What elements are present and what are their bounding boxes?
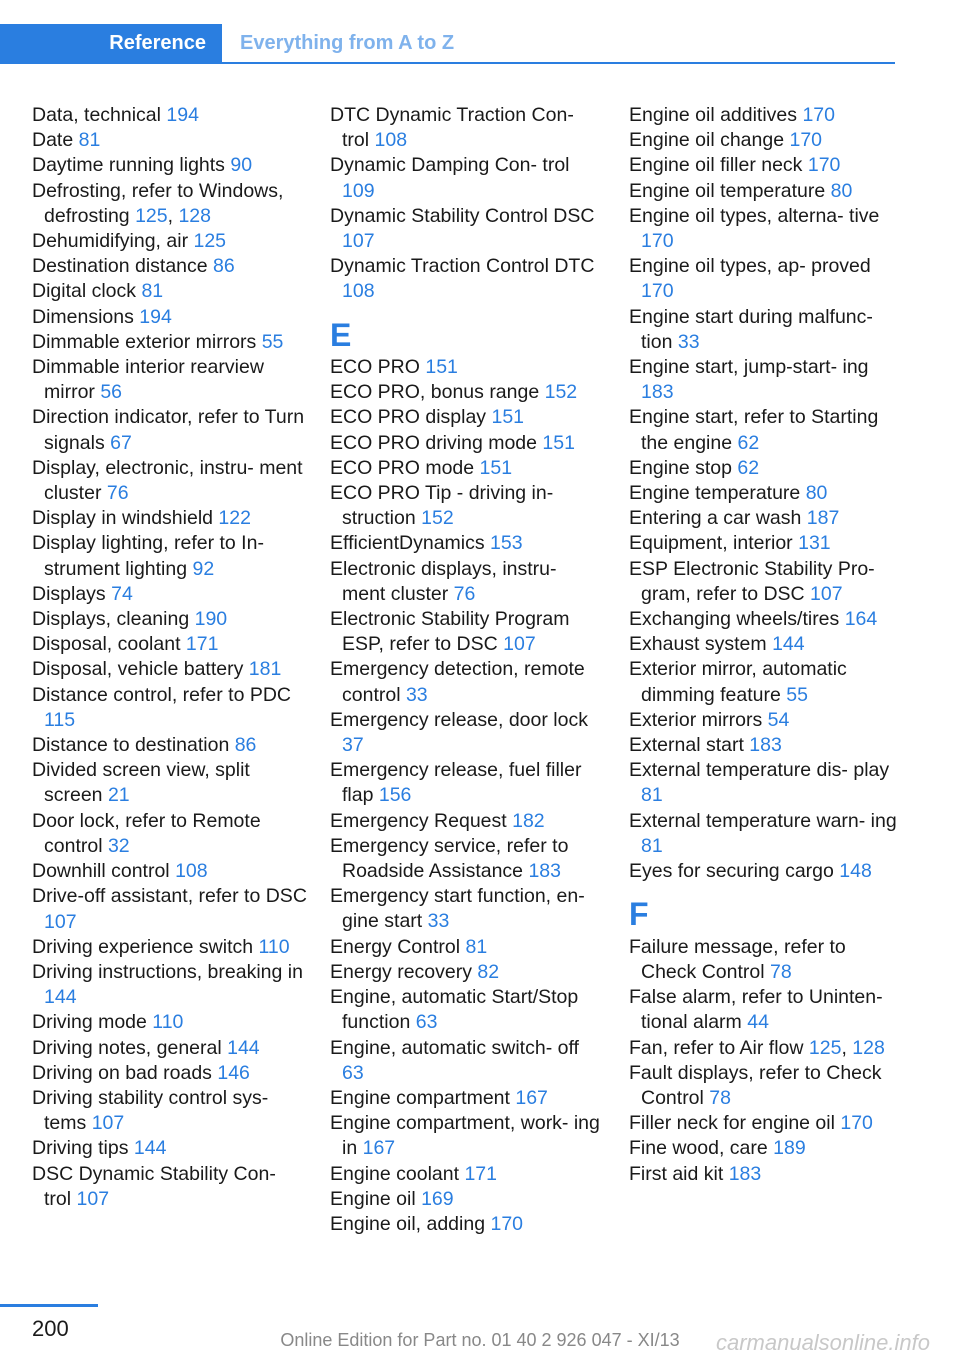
index-entry-term: Exhaust system [629, 633, 773, 656]
index-entry-term: ECO PRO mode [330, 456, 480, 479]
index-entry [330, 1162, 605, 1187]
page-link[interactable]: 63 [342, 1061, 364, 1084]
index-entry [629, 128, 904, 153]
index-entry-term: Engine oil change [629, 129, 790, 152]
page-link[interactable]: 153 [490, 532, 523, 555]
page-link[interactable]: 108 [175, 860, 208, 883]
index-entry-term: ESP Electronic Stability Pro- gram, refer to DSC [629, 557, 875, 605]
page-link[interactable]: 167 [362, 1137, 396, 1160]
page-link[interactable]: 80 [805, 482, 828, 505]
index-entry [629, 809, 904, 859]
index-entry [629, 355, 904, 405]
index-entry-term: Engine coolant [330, 1162, 465, 1185]
page-link[interactable]: 190 [194, 608, 228, 631]
page-link[interactable]: 151 [479, 456, 513, 479]
index-entry-term: Display lighting, refer to In- strument lighting [32, 532, 264, 580]
index-entry [330, 355, 605, 380]
index-entry-term: Disposal, vehicle battery [32, 658, 249, 681]
index-entry-term: Dynamic Stability Control DSC [330, 204, 595, 227]
index-entry [629, 305, 904, 355]
index-entry-term: False alarm, refer to Uninten- tional alarm [629, 986, 883, 1034]
page-link[interactable]: 170 [802, 104, 835, 126]
index-entry [32, 683, 307, 733]
page-link[interactable]: 107 [503, 633, 536, 656]
index-entry-term: Exterior mirrors [629, 708, 768, 731]
index-entry-term: Entering a car wash [629, 507, 807, 530]
index-entry [32, 279, 307, 304]
index-entry-term: Daytime running lights [32, 154, 231, 177]
index-entry [330, 557, 605, 607]
index-entry-term: Data, technical [32, 104, 167, 126]
index-entry [629, 607, 904, 632]
index-entry [629, 632, 904, 657]
page-link[interactable]: 144 [133, 1137, 167, 1160]
index-entry [629, 103, 904, 128]
page-link[interactable]: 128 [178, 204, 211, 227]
index-entry-term: Engine oil filler neck [629, 154, 808, 177]
index-entry [330, 153, 605, 203]
index-letter-heading: E [330, 316, 352, 353]
index-entry [32, 355, 307, 405]
page-link[interactable]: 78 [769, 960, 792, 983]
page-link[interactable]: 152 [421, 507, 454, 530]
page-link[interactable]: 170 [641, 230, 674, 253]
page-link[interactable]: 76 [106, 482, 129, 505]
index-entry-term: First aid kit [629, 1162, 729, 1185]
index-entry-term: Distance control, refer to PDC [32, 683, 292, 706]
index-entry [32, 254, 307, 279]
index-entry [330, 103, 605, 153]
page-link[interactable]: 183 [749, 734, 782, 757]
index-entry-term: Engine oil types, alterna- tive [629, 204, 880, 227]
page-link[interactable]: 92 [192, 557, 215, 580]
index-entry-term: Engine compartment, work- ing in [330, 1112, 600, 1160]
index-column-3 [629, 103, 904, 1187]
index-entry-term: Divided screen view, split screen [32, 759, 250, 807]
index-entry [32, 884, 307, 934]
index-entry-term: Eyes for securing cargo [629, 860, 840, 883]
page-link[interactable]: 76 [453, 582, 476, 605]
page-link[interactable]: 62 [737, 431, 760, 454]
index-entry-term: Fan, refer to Air flow [629, 1036, 809, 1059]
index-entry-term: EfficientDynamics [330, 532, 491, 555]
page-link[interactable]: 82 [477, 960, 500, 983]
index-entry [330, 985, 605, 1035]
index-entry-term: Destination distance [32, 255, 214, 278]
index-letter-heading: F [629, 896, 649, 933]
index-entry [330, 431, 605, 456]
index-entry [330, 708, 605, 758]
index-entry [629, 935, 904, 985]
page-link[interactable]: 170 [490, 1212, 524, 1235]
index-entry-term: DTC Dynamic Traction Con- trol [330, 104, 574, 152]
index-entry [629, 204, 904, 254]
page-link[interactable]: 170 [789, 129, 823, 152]
index-entry [629, 708, 904, 733]
page-link[interactable]: 81 [141, 280, 164, 303]
index-entry-term: Dynamic Damping Con- trol [330, 154, 570, 177]
index-entry-term: ECO PRO, bonus range [330, 381, 545, 404]
index-entry [330, 481, 605, 531]
page-link[interactable]: 54 [767, 708, 790, 731]
index-entry-term: Drive-off assistant, refer to DSC [32, 885, 307, 908]
page-link[interactable]: 183 [528, 860, 561, 883]
index-entry [32, 330, 307, 355]
index-entry [629, 179, 904, 204]
index-entry-term: DSC Dynamic Stability Con- trol [32, 1162, 276, 1210]
section-tab-reference[interactable]: Reference [0, 24, 222, 62]
index-entry-term: Failure message, refer to Check Control [629, 935, 846, 983]
page-link[interactable]: 131 [798, 532, 831, 555]
index-entry-term: Driving mode [32, 1011, 153, 1034]
page-link[interactable]: 33 [427, 910, 450, 933]
page-link[interactable]: 171 [185, 633, 219, 656]
page-link[interactable]: 55 [786, 683, 808, 706]
page-link[interactable]: 182 [512, 809, 545, 832]
page-link[interactable]: 107 [342, 230, 375, 253]
page-link[interactable]: 115 [44, 708, 76, 731]
page-link[interactable]: 108 [342, 280, 375, 303]
index-entry-term: Driving experience switch [32, 935, 259, 958]
index-entry [330, 960, 605, 985]
index-entry-term: Energy recovery [330, 960, 478, 983]
index-entry-term: ECO PRO driving mode [330, 431, 543, 454]
index-entry-term: Dimmable exterior mirrors [32, 330, 262, 353]
page-link[interactable]: 164 [844, 608, 878, 631]
index-entry-term: Fine wood, care [629, 1137, 774, 1160]
index-entry-term: Engine start during malfunc- tion [629, 305, 873, 353]
page-link[interactable]: 144 [772, 633, 805, 656]
page-link[interactable]: 125 [808, 1036, 842, 1059]
index-entry [629, 1111, 904, 1136]
index-entry-term: Date [32, 129, 79, 152]
page-link[interactable]: 148 [839, 860, 872, 883]
index-entry: Fan, refer to Air flow 125, 128 [629, 1036, 885, 1059]
page-link[interactable]: 144 [44, 986, 77, 1009]
index-entry-term: Engine compartment [330, 1086, 516, 1109]
index-entry-term: Engine oil temperature [629, 179, 831, 202]
index-entry-term: External temperature warn- ing [629, 809, 897, 832]
index-entry [629, 758, 904, 808]
index-entry-term: Direction indicator, refer to Turn signals [32, 406, 305, 454]
page-link[interactable]: 110 [152, 1011, 184, 1034]
page-link[interactable]: 170 [807, 154, 841, 177]
index-entry [330, 1187, 605, 1212]
index-entry [629, 405, 904, 455]
index-entry [32, 1036, 307, 1061]
index-entry-term: Disposal, coolant [32, 633, 186, 656]
page-link[interactable]: 181 [248, 658, 282, 681]
index-entry-term: Emergency start function, en- gine start [330, 885, 585, 933]
index-entry [629, 531, 904, 556]
page-link[interactable]: 33 [405, 683, 428, 706]
edition-footer: Online Edition for Part no. 01 40 2 926 047 - XI/13 [280, 1330, 680, 1350]
index-entry [32, 1136, 307, 1161]
index-entry [330, 1036, 605, 1086]
index-entry-term: Engine stop [629, 456, 738, 479]
page-number-rule [0, 1304, 98, 1307]
index-entry [32, 405, 307, 455]
index-entry-term: Downhill control [32, 860, 176, 883]
page-link[interactable]: 81 [641, 784, 663, 807]
page-link[interactable]: 86 [213, 255, 235, 278]
page-number: 200 [32, 1316, 69, 1341]
page-link[interactable]: 152 [544, 381, 578, 404]
index-entry [629, 733, 904, 758]
page-link[interactable]: 90 [230, 154, 253, 177]
index-entry [32, 1162, 307, 1212]
index-entry [330, 1111, 605, 1161]
page-link[interactable]: 63 [415, 1011, 438, 1034]
page-link[interactable]: 171 [464, 1162, 497, 1185]
index-entry-term: Emergency detection, remote control [330, 658, 585, 706]
page-link[interactable]: 151 [491, 406, 525, 429]
index-entry [32, 657, 307, 682]
index-entry-term: Driving instructions, breaking in [32, 960, 303, 983]
page-link[interactable]: 169 [421, 1187, 454, 1210]
index-entry-term: Engine, automatic switch- off [330, 1036, 579, 1059]
index-entry [32, 607, 307, 632]
page-link[interactable]: 81 [465, 935, 488, 958]
page-link[interactable]: 74 [111, 582, 133, 605]
index-entry-term: Dynamic Traction Control DTC [330, 255, 595, 278]
page-link[interactable]: 156 [378, 784, 412, 807]
index-entry [629, 481, 904, 506]
index-entry-term: Door lock, refer to Remote control [32, 809, 261, 857]
page-link[interactable]: 21 [107, 784, 130, 807]
index-entry-term: Filler neck for engine oil [629, 1112, 841, 1135]
index-entry [330, 809, 605, 834]
page-link[interactable]: 107 [91, 1112, 125, 1135]
index-entry [629, 506, 904, 531]
index-entry [629, 254, 904, 304]
index-entry-term: Engine oil types, ap- proved [629, 255, 871, 278]
index-entry [32, 733, 307, 758]
index-entry-term: Digital clock [32, 280, 142, 303]
index-entry-term: ECO PRO display [330, 406, 492, 429]
index-entry [330, 204, 605, 254]
index-entry-term: Exterior mirror, automatic dimming feature [629, 658, 847, 706]
index-entry [32, 506, 307, 531]
index-entry [32, 103, 307, 128]
index-entry-term: Driving notes, general [32, 1036, 228, 1059]
index-entry [32, 128, 307, 153]
index-entry [330, 834, 605, 884]
index-entry [32, 582, 307, 607]
index-entry-term: Emergency Request [330, 809, 513, 832]
index-entry-term: Dimensions [32, 305, 140, 328]
index-entry [32, 1061, 307, 1086]
index-entry-term: Displays [32, 582, 112, 605]
index-entry-term: Engine oil [330, 1187, 422, 1210]
index-entry [330, 935, 605, 960]
page-link[interactable]: 32 [107, 834, 130, 857]
page-link[interactable]: 109 [342, 179, 375, 202]
index-entry [629, 1162, 904, 1187]
page-link[interactable]: 55 [261, 330, 284, 353]
index-entry [32, 153, 307, 178]
page-link[interactable]: 128 [852, 1036, 885, 1059]
index-entry-term: Fault displays, refer to Check Control [629, 1061, 882, 1109]
index-entry [32, 809, 307, 859]
page-link[interactable]: 33 [677, 330, 700, 353]
index-entry [629, 153, 904, 178]
index-entry-term: Electronic displays, instru- ment cluster [330, 557, 557, 605]
index-column-2 [330, 103, 605, 1237]
index-entry-term: Driving stability control sys- tems [32, 1086, 269, 1135]
page-link[interactable]: 170 [840, 1112, 873, 1135]
page-link[interactable]: 146 [217, 1061, 250, 1084]
page-link[interactable]: 80 [830, 179, 853, 202]
index-entry [32, 960, 307, 1010]
index-entry [32, 758, 307, 808]
index-entry [330, 607, 605, 657]
index-entry [32, 1086, 307, 1136]
page-link[interactable]: 86 [234, 734, 257, 757]
watermark: carmanualsonline.info [715, 1330, 930, 1355]
page-link[interactable]: 67 [110, 431, 132, 454]
index-entry [330, 1086, 605, 1111]
index-entry [629, 657, 904, 707]
index-entry-term: Defrosting, refer to Windows, defrosting [32, 179, 284, 227]
page-link[interactable]: 107 [810, 582, 843, 605]
index-entry [629, 985, 904, 1035]
index-entry-term: Driving tips [32, 1137, 134, 1160]
page-link[interactable]: 37 [342, 734, 364, 757]
index-entry-term: Exchanging wheels/tires [629, 608, 845, 631]
index-entry [330, 456, 605, 481]
index-entry-term: Display in windshield [32, 507, 219, 530]
index-entry-term: External temperature dis- play [629, 759, 890, 782]
index-entry [330, 657, 605, 707]
page-link[interactable]: 170 [641, 280, 674, 303]
index-entry [32, 229, 307, 254]
index-entry-term: Equipment, interior [629, 532, 799, 555]
index-entry-term: Display, electronic, instru- ment cluster [32, 456, 303, 505]
index-entry-term: Dimmable interior rearview mirror [32, 356, 264, 404]
index-entry [629, 557, 904, 607]
index-entry [32, 531, 307, 581]
page-link[interactable]: 110 [258, 935, 290, 958]
page-link[interactable]: 107 [76, 1187, 110, 1210]
page-link[interactable]: 167 [515, 1086, 548, 1109]
page-link[interactable]: 189 [773, 1137, 806, 1160]
index-entry: Defrosting, refer to Windows, defrosting 125, 128 [32, 179, 284, 227]
index-entry-term: Electronic Stability Program ESP, refer to DSC [330, 608, 570, 656]
index-entry-term: Emergency release, door lock [330, 708, 588, 731]
page-link[interactable]: 56 [100, 381, 123, 404]
index-entry [32, 456, 307, 506]
index-entry-term: Engine start, refer to Starting the engine [629, 406, 879, 454]
page-link[interactable]: 125 [193, 230, 227, 253]
page-link[interactable]: 81 [78, 129, 101, 152]
index-entry-term: ECO PRO [330, 356, 426, 379]
index-entry [330, 254, 605, 304]
index-entry [330, 380, 605, 405]
page-link[interactable]: 107 [44, 910, 77, 933]
page-link[interactable]: 194 [139, 305, 172, 328]
page-link[interactable]: 81 [641, 834, 663, 857]
page-header [0, 24, 895, 64]
index-entry-term: Engine oil additives [629, 104, 803, 126]
index-entry [330, 1212, 605, 1237]
index-column-1 [32, 103, 307, 1212]
page-link[interactable]: 44 [747, 1011, 769, 1034]
page-link[interactable]: 122 [218, 507, 251, 530]
page-link[interactable]: 62 [737, 456, 760, 479]
page-link[interactable]: 108 [374, 129, 408, 152]
index-entry [32, 859, 307, 884]
page-link[interactable]: 183 [728, 1162, 762, 1185]
index-entry [629, 859, 904, 884]
index-entry [32, 935, 307, 960]
index-entry-term: Engine temperature [629, 482, 806, 505]
index-entry [629, 1061, 904, 1111]
index-entry [32, 632, 307, 657]
index-entry-term: Driving on bad roads [32, 1061, 218, 1084]
index-entry-term: Displays, cleaning [32, 608, 195, 631]
index-entry-term: ECO PRO Tip - driving in- struction [330, 482, 554, 530]
index-entry [629, 1136, 904, 1161]
index-entry [32, 305, 307, 330]
index-entry-term: Emergency service, refer to Roadside Assistance [330, 834, 569, 883]
index-entry [330, 758, 605, 808]
index-entry-term: Energy Control [330, 935, 466, 958]
index-entry [32, 1010, 307, 1035]
page-link[interactable]: 144 [227, 1036, 260, 1059]
page-link[interactable]: 194 [166, 104, 199, 126]
index-entry-term: Engine oil, adding [330, 1212, 491, 1235]
chapter-title: Everything from A to Z [240, 32, 455, 54]
index-entry-term: Emergency release, fuel filler flap [330, 759, 582, 807]
index-entry [629, 456, 904, 481]
page-link[interactable]: 187 [806, 507, 840, 530]
index-entry-term: Engine start, jump-start- ing [629, 356, 869, 379]
page-link[interactable]: 151 [425, 356, 458, 379]
page-link[interactable]: 125 [135, 204, 168, 227]
index-entry-term: External start [629, 734, 750, 757]
index-entry [330, 531, 605, 556]
index-entry [330, 884, 605, 934]
page-link[interactable]: 183 [641, 381, 674, 404]
index-entry [330, 405, 605, 430]
index-entry-term: Distance to destination [32, 734, 235, 757]
index-entry-term: Engine, automatic Start/Stop function [330, 986, 579, 1034]
index-entry-term: Dehumidifying, air [32, 230, 194, 253]
page-link[interactable]: 78 [709, 1086, 731, 1109]
page-link[interactable]: 151 [542, 431, 575, 454]
